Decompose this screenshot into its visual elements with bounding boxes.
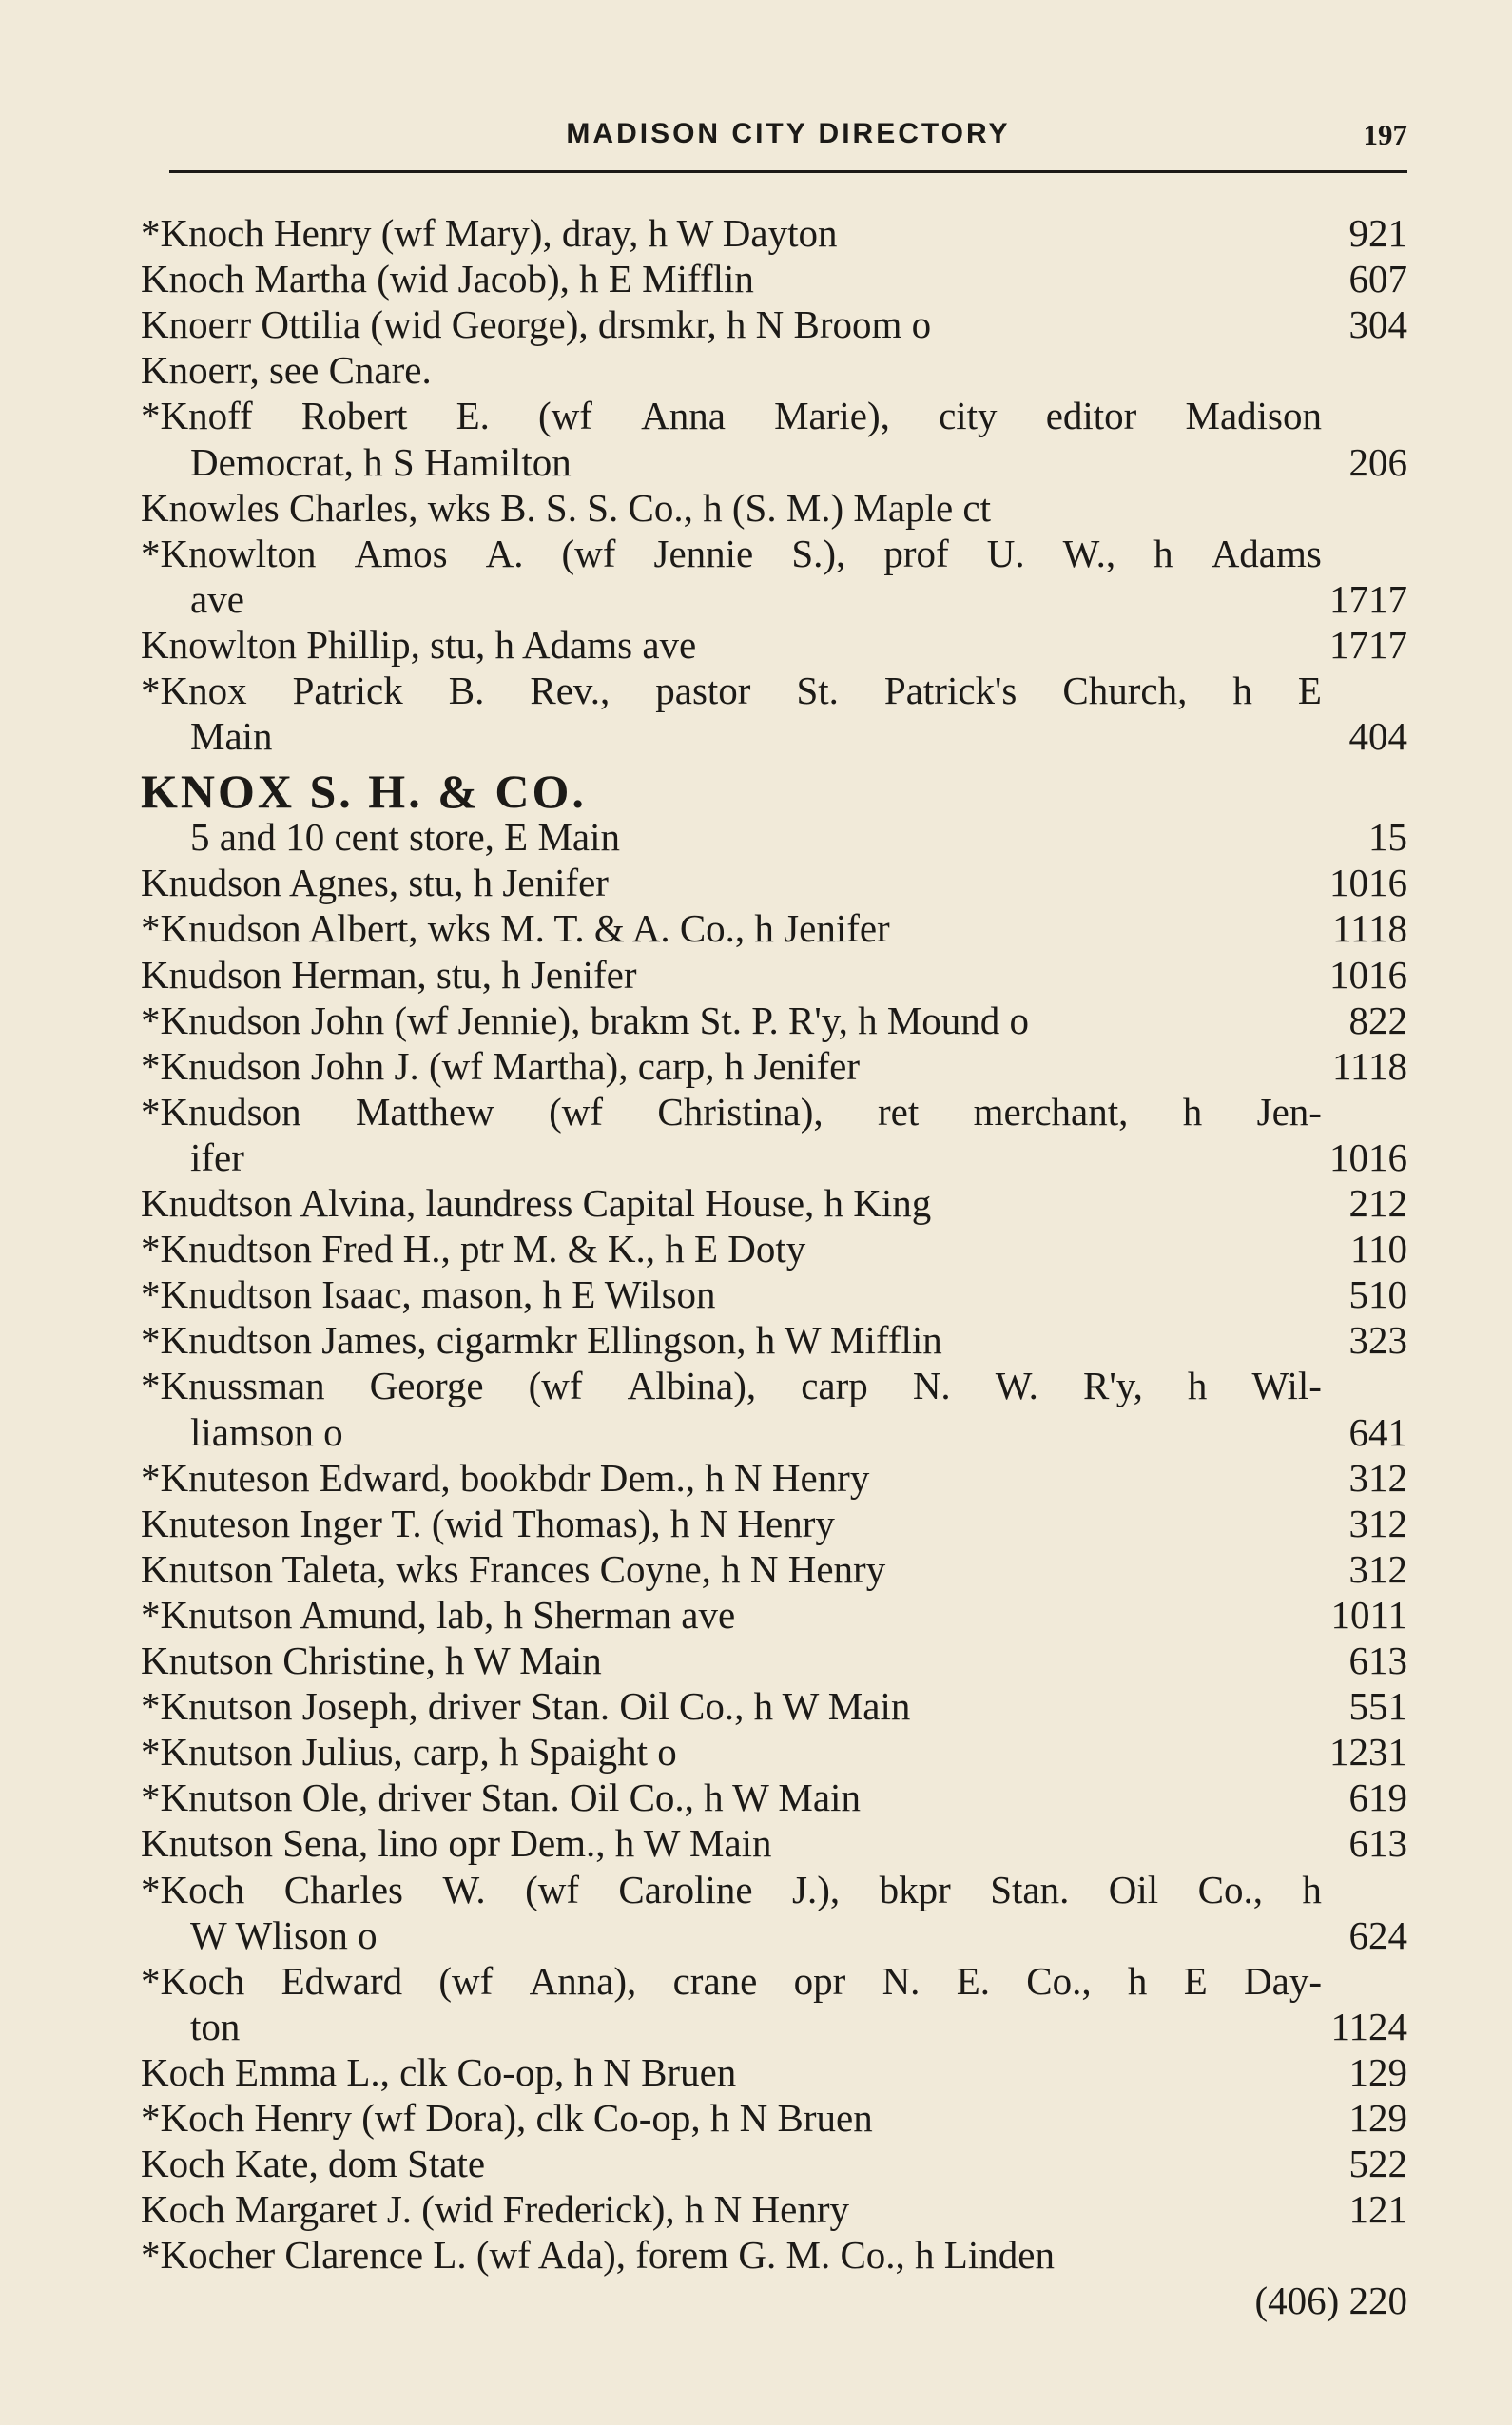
entry-text: ton <box>190 2004 241 2048</box>
entry-number: 110 <box>1350 1227 1407 1271</box>
page-header <box>169 112 1407 160</box>
directory-entry <box>0 439 1512 485</box>
entry-text: W Wlison o <box>190 1912 378 1957</box>
directory-entry <box>0 1363 1512 1408</box>
entry-text: liamson o <box>190 1409 343 1454</box>
entry-number: 129 <box>1348 2096 1407 2140</box>
entry-number: 129 <box>1348 2049 1407 2094</box>
directory-entry <box>0 210 1512 256</box>
entry-text: Knudson Herman, stu, h Jenifer <box>141 952 637 997</box>
entry-text: *Knuteson Edward, bookbdr Dem., h N Henry <box>141 1455 870 1500</box>
entry-number: 1717 <box>1329 622 1407 667</box>
entry-number: 1016 <box>1329 1135 1407 1179</box>
entry-text: *Kocher Clarence L. (wf Ada), forem G. M. Co., h Linden <box>141 2233 1055 2278</box>
entry-text: *Knudson John (wf Jennie), brakm St. P. R'y, h Mound o <box>141 998 1030 1042</box>
entry-number: 404 <box>1348 714 1407 759</box>
entry-text: Knudtson Alvina, laundress Capital House, h King <box>141 1181 932 1225</box>
entry-text: Main <box>190 714 273 759</box>
header-rule <box>169 170 1407 173</box>
entry-text: *Knussman George (wf Albina), carp N. W. R'y, h Wil- <box>141 1364 1322 1408</box>
entry-number: 921 <box>1348 211 1407 255</box>
directory-entry <box>0 531 1512 576</box>
directory-entry <box>0 1455 1512 1501</box>
entry-number: 822 <box>1348 998 1407 1042</box>
directory-entry <box>0 1546 1512 1592</box>
directory-entry <box>0 1912 1512 1958</box>
directory-entry <box>0 952 1512 998</box>
entry-text: *Knudtson James, cigarmkr Ellingson, h W Mifflin <box>141 1318 942 1363</box>
directory-entry <box>0 256 1512 301</box>
entry-text: *Knutson Joseph, driver Stan. Oil Co., h W Main <box>141 1684 911 1729</box>
entry-text: Knoerr, see Cnare. <box>141 348 432 393</box>
entry-text: *Knudson Matthew (wf Christina), ret merchant, h Jen- <box>141 1089 1322 1134</box>
entry-text: Knoerr Ottilia (wid George), drsmkr, h N Broom o <box>141 302 932 347</box>
entry-text: *Knudtson Fred H., ptr M. & K., h E Doty <box>141 1227 806 1271</box>
directory-entry <box>0 2141 1512 2186</box>
directory-entry <box>0 1775 1512 1820</box>
entry-number: 1016 <box>1329 861 1407 905</box>
entry-text: *Knudson Albert, wks M. T. & A. Co., h Jenifer <box>141 906 890 951</box>
directory-entry <box>0 1089 1512 1135</box>
entry-text: *Koch Charles W. (wf Caroline J.), bkpr Stan. Oil Co., h <box>141 1867 1322 1911</box>
directory-entry <box>0 1683 1512 1729</box>
entry-text: Knutson Taleta, wks Frances Coyne, h N Henry <box>141 1546 886 1591</box>
page-number: 197 <box>1363 118 1407 151</box>
directory-entry <box>0 1180 1512 1226</box>
entry-number: 1717 <box>1329 576 1407 621</box>
entry-number: 121 <box>1348 2187 1407 2232</box>
entry-number: 212 <box>1348 1181 1407 1225</box>
entry-text: 5 and 10 cent store, E Main <box>190 815 621 860</box>
entry-number: 641 <box>1348 1409 1407 1454</box>
entry-text: Democrat, h S Hamilton <box>190 439 572 484</box>
directory-entry <box>0 576 1512 622</box>
entry-number: 619 <box>1348 1775 1407 1820</box>
entry-text: Koch Margaret J. (wid Frederick), h N Henry <box>141 2187 849 2232</box>
directory-entry <box>0 2049 1512 2095</box>
entry-number: (406) 220 <box>1254 2279 1407 2323</box>
firm-heading: KNOX S. H. & CO. <box>141 765 587 819</box>
entry-text: Knowlton Phillip, stu, h Adams ave <box>141 622 697 667</box>
entry-number: 551 <box>1348 1684 1407 1729</box>
entry-text: *Knoch Henry (wf Mary), dray, h W Dayton <box>141 211 838 255</box>
directory-entry <box>0 1317 1512 1363</box>
entry-text: Koch Emma L., clk Co-op, h N Bruen <box>141 2049 737 2094</box>
entry-text: Knoch Martha (wid Jacob), h E Mifflin <box>141 257 754 301</box>
directory-entry <box>0 713 1512 759</box>
entry-number: 624 <box>1348 1912 1407 1957</box>
directory-entry <box>0 2186 1512 2232</box>
entry-text: *Koch Henry (wf Dora), clk Co-op, h N Bruen <box>141 2096 873 2140</box>
directory-entry <box>0 668 1512 713</box>
running-title: MADISON CITY DIRECTORY <box>566 118 1011 149</box>
entry-text: Knutson Sena, lino opr Dem., h W Main <box>141 1821 772 1866</box>
directory-entry <box>0 998 1512 1043</box>
entry-number: 312 <box>1348 1501 1407 1545</box>
entry-text: Knowles Charles, wks B. S. S. Co., h (S. M.) Maple ct <box>141 485 992 530</box>
entry-number: 522 <box>1348 2142 1407 2186</box>
entry-text: Knudson Agnes, stu, h Jenifer <box>141 861 609 905</box>
entry-number: 1118 <box>1332 1043 1407 1088</box>
directory-entry <box>0 1043 1512 1089</box>
entry-text: Knutson Christine, h W Main <box>141 1639 602 1682</box>
directory-entry <box>0 1638 1512 1683</box>
entry-number: 613 <box>1348 1821 1407 1866</box>
entry-number: 304 <box>1348 302 1407 347</box>
entry-number: 1016 <box>1329 952 1407 997</box>
entry-text: *Knudtson Isaac, mason, h E Wilson <box>141 1272 716 1317</box>
directory-entry <box>0 622 1512 668</box>
directory-entry <box>0 1226 1512 1271</box>
directory-entry <box>0 347 1512 393</box>
entry-text: Knuteson Inger T. (wid Thomas), h N Henry <box>141 1501 835 1545</box>
directory-entry <box>0 1135 1512 1180</box>
directory-entry <box>0 2232 1512 2278</box>
entry-number: 1231 <box>1329 1730 1407 1775</box>
directory-entry <box>0 2278 1512 2323</box>
entry-number: 312 <box>1348 1546 1407 1591</box>
directory-entry <box>0 393 1512 438</box>
entry-number: 312 <box>1348 1455 1407 1500</box>
directory-entry <box>0 1958 1512 2004</box>
directory-entry <box>0 1729 1512 1775</box>
directory-entry <box>0 2004 1512 2049</box>
directory-entry <box>0 1820 1512 1866</box>
entry-number: 15 <box>1368 815 1407 860</box>
directory-entry <box>0 1592 1512 1638</box>
directory-entry <box>0 1867 1512 1912</box>
directory-entry <box>0 814 1512 860</box>
entry-text: *Knutson Ole, driver Stan. Oil Co., h W Main <box>141 1775 861 1820</box>
directory-entry <box>0 1501 1512 1546</box>
entry-number: 510 <box>1348 1272 1407 1317</box>
entry-text: ifer <box>190 1135 244 1179</box>
entry-text: *Knoff Robert E. (wf Anna Marie), city editor Madison <box>141 394 1322 438</box>
directory-entry <box>0 905 1512 951</box>
entry-number: 607 <box>1348 257 1407 301</box>
entry-text: *Knutson Julius, carp, h Spaight o <box>141 1730 677 1775</box>
entry-number: 323 <box>1348 1318 1407 1363</box>
entry-text: *Knudson John J. (wf Martha), carp, h Jenifer <box>141 1043 861 1088</box>
entry-number: 206 <box>1348 439 1407 484</box>
directory-entry <box>0 301 1512 347</box>
entry-number: 1118 <box>1332 906 1407 951</box>
directory-entry <box>0 860 1512 905</box>
directory-entry <box>0 2095 1512 2141</box>
entry-number: 1011 <box>1330 1592 1407 1637</box>
entry-number: 1124 <box>1330 2004 1407 2048</box>
entry-text: *Knox Patrick B. Rev., pastor St. Patrick's Church, h E <box>141 669 1322 712</box>
entry-text: Koch Kate, dom State <box>141 2142 486 2186</box>
entry-text: *Knowlton Amos A. (wf Jennie S.), prof U. W., h Adams <box>141 531 1322 575</box>
directory-entry <box>0 1271 1512 1317</box>
entry-text: *Knutson Amund, lab, h Sherman ave <box>141 1592 736 1637</box>
entry-number: 613 <box>1348 1639 1407 1682</box>
directory-entry <box>0 1409 1512 1455</box>
entry-text: ave <box>190 576 244 621</box>
directory-entry <box>0 485 1512 531</box>
entry-text: *Koch Edward (wf Anna), crane opr N. E. Co., h E Day- <box>141 1958 1322 2003</box>
